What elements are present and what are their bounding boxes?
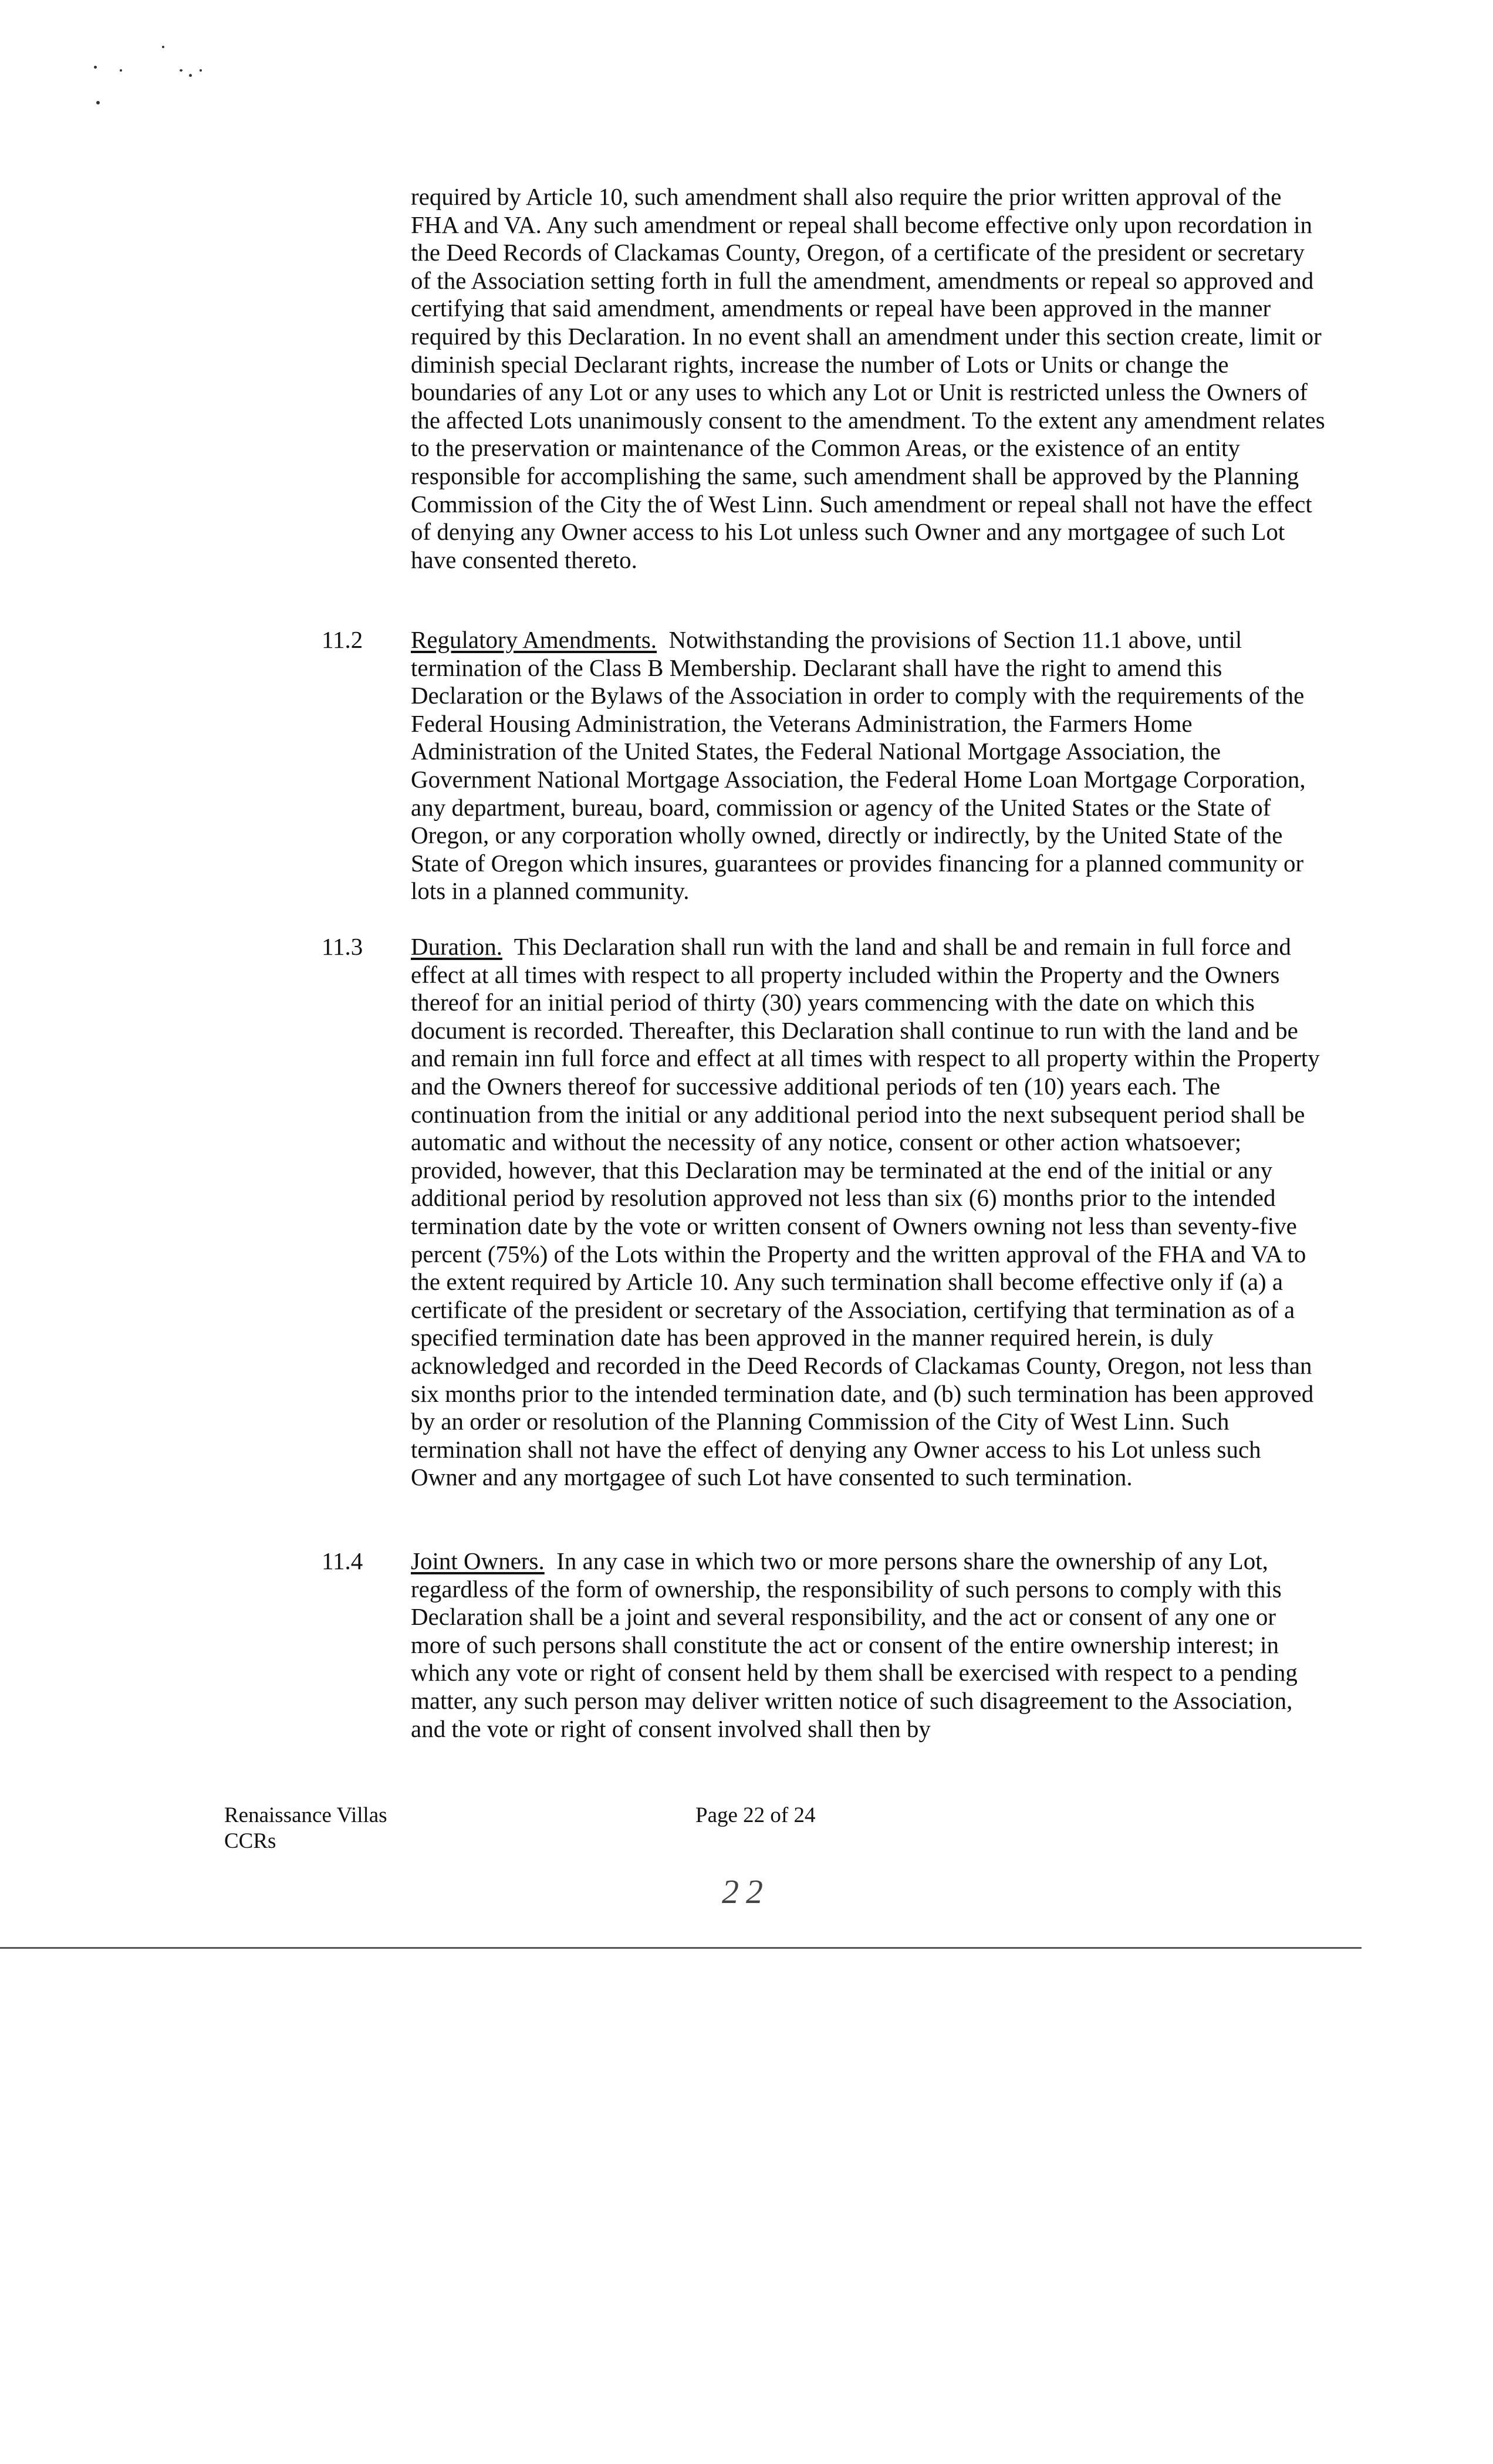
scan-speck xyxy=(180,69,183,72)
section-number: 11.3 xyxy=(322,933,363,960)
scan-speck xyxy=(162,46,164,48)
intro-paragraph: required by Article 10, such amendment shall also require the prior written approval of the FHA and VA. Any such amendment or repeal shall become effective only upon recordation in the Deed Records of Clackamas County, Oregon, of a certificate of the president or secretary of the Association setting forth in full the amendment, amendments or repeal so approved and certifying that said amendment, amendments or repeal have been approved in the manner required by this Declaration. In no event shall an amendment under this section create, limit or diminish special Declarant rights, increase the number of Lots or Units or change the boundaries of any Lot or any uses to which any Lot or Unit is restricted unless the Owners of the affected Lots unanimously consent to the amendment. To the extent any amendment relates to the preservation or maintenance of the Common Areas, or the existence of an entity responsible for accomplishing the same, such amendment shall be approved by the Planning Commission of the City the of West Linn. Such amendment or repeal shall not have the effect of denying any Owner access to his Lot unless such Owner and any mortgagee of such Lot have consented thereto. xyxy=(411,183,1325,573)
section-11-2-paragraph xyxy=(411,626,1326,905)
section-text: In any case in which two or more persons share the ownership of any Lot, regardless of the form of ownership, the responsibility of such persons to comply with this Declaration shall be a joint and several responsibility, and the act or consent of any one or more of such persons shall constitute the act or consent of the entire ownership interest; in which any vote or right of consent held by them shall be exercised with respect to a pending matter, any such person may deliver written notice of such disagreement to the Association, and the vote or right of consent involved shall then by xyxy=(411,1547,1298,1742)
scan-speck xyxy=(94,66,97,69)
section-text: This Declaration shall run with the land and shall be and remain in full force and effect at all times with respect to all property included within the Property and the Owners thereof for an initial period of thirty (30) years commencing with the date on which this document is recorded. Thereafter, this Declaration shall continue to run with the land and be and remain inn full force and effect at all times with respect to all property within the Property and the Owners thereof for successive additional periods of ten (10) years each. The continuation from the initial or any additional period into the next subsequent period shall be automatic and without the necessity of any notice, consent or other action whatsoever; provided, however, that this Declaration may be terminated at the end of the initial or any additional period by resolution approved not less than six (6) months prior to the intended termination date by the vote or written consent of Owners owning not less than seventy-five percent (75%) of the Lots within the Property and the written approval of the FHA and VA to the extent required by Article 10. Any such termination shall become effective only if (a) a certificate of the president or secretary of the Association, certifying that termination as of a specified termination date has been approved in the manner required herein, is duly acknowledged and recorded in the Deed Records of Clackamas County, Oregon, not less than six months prior to the intended termination date, and (b) such termination has been approved by an order or resolution of the Planning Commission of the City of West Linn. Such termination shall not have the effect of denying any Owner access to his Lot unless such Owner and any mortgagee of such Lot have consented to such termination. xyxy=(411,933,1320,1491)
section-heading: Duration. xyxy=(411,933,502,960)
scan-speck xyxy=(189,74,192,77)
scan-edge-rule xyxy=(0,1947,1362,1949)
section-text: Notwithstanding the provisions of Section 11.1 above, until termination of the Class B Membership. Declarant shall have the right to amend this Declaration or the Bylaws of the Association in order to comply with the requirements of the Federal Housing Administration, the Veterans Administration, the Farmers Home Administration of the United States, the Federal National Mortgage Association, the Government National Mortgage Association, the Federal Home Loan Mortgage Corporation, any department, bureau, board, commission or agency of the United States or the State of Oregon, or any corporation wholly owned, directly or indirectly, by the United State of the State of Oregon which insures, guarantees or provides financing for a planned community or lots in a planned community. xyxy=(411,626,1306,905)
section-number: 11.4 xyxy=(322,1547,363,1574)
section-11-4-paragraph xyxy=(411,1547,1326,1743)
scan-speck xyxy=(96,101,100,104)
footer-doc-name-line1: Renaissance Villas xyxy=(224,1803,387,1827)
handwritten-page-number: 22 xyxy=(722,1872,770,1911)
scan-speck xyxy=(120,69,122,72)
section-heading: Regulatory Amendments. xyxy=(411,626,657,653)
section-heading: Joint Owners. xyxy=(411,1547,545,1574)
footer-document-name xyxy=(224,1803,387,1854)
section-11-3-paragraph xyxy=(411,933,1326,1492)
page-number-label: Page 22 of 24 xyxy=(695,1803,816,1827)
section-number: 11.2 xyxy=(322,626,363,653)
footer-doc-name-line2: CCRs xyxy=(224,1829,276,1853)
scan-speck xyxy=(200,69,202,72)
